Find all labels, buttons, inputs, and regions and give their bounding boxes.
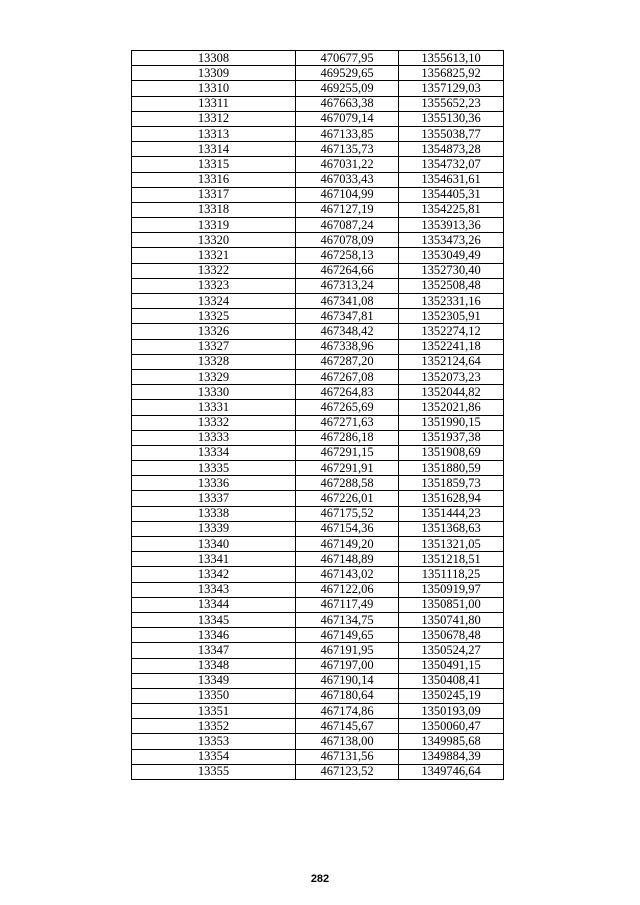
point-id-cell: 13321	[132, 248, 296, 263]
y-coordinate-cell: 1349985,68	[399, 734, 504, 749]
x-coordinate-cell: 467291,91	[296, 461, 399, 476]
table-row	[132, 612, 504, 627]
table-row	[132, 552, 504, 567]
y-coordinate-cell: 1351859,73	[399, 476, 504, 491]
point-id-cell: 13352	[132, 719, 296, 734]
x-coordinate-cell: 467087,24	[296, 218, 399, 233]
y-coordinate-cell: 1350678,48	[399, 628, 504, 643]
x-coordinate-cell: 467663,38	[296, 96, 399, 111]
point-id-cell: 13322	[132, 263, 296, 278]
point-id-cell: 13345	[132, 612, 296, 627]
y-coordinate-cell: 1349746,64	[399, 764, 504, 779]
table-row	[132, 476, 504, 491]
y-coordinate-cell: 1350245,19	[399, 688, 504, 703]
coordinates-table-body	[132, 51, 504, 780]
x-coordinate-cell: 467288,58	[296, 476, 399, 491]
table-row	[132, 218, 504, 233]
point-id-cell: 13337	[132, 491, 296, 506]
x-coordinate-cell: 467133,85	[296, 126, 399, 141]
table-row	[132, 461, 504, 476]
point-id-cell: 13355	[132, 764, 296, 779]
y-coordinate-cell: 1353473,26	[399, 233, 504, 248]
y-coordinate-cell: 1352073,23	[399, 369, 504, 384]
y-coordinate-cell: 1351218,51	[399, 552, 504, 567]
x-coordinate-cell: 467174,86	[296, 704, 399, 719]
table-row	[132, 66, 504, 81]
x-coordinate-cell: 467143,02	[296, 567, 399, 582]
table-row	[132, 673, 504, 688]
y-coordinate-cell: 1351368,63	[399, 521, 504, 536]
point-id-cell: 13319	[132, 218, 296, 233]
x-coordinate-cell: 467313,24	[296, 278, 399, 293]
point-id-cell: 13316	[132, 172, 296, 187]
point-id-cell: 13326	[132, 324, 296, 339]
x-coordinate-cell: 467033,43	[296, 172, 399, 187]
table-row	[132, 324, 504, 339]
point-id-cell: 13331	[132, 400, 296, 415]
point-id-cell: 13312	[132, 111, 296, 126]
point-id-cell: 13343	[132, 582, 296, 597]
point-id-cell: 13320	[132, 233, 296, 248]
table-row	[132, 506, 504, 521]
table-row	[132, 537, 504, 552]
x-coordinate-cell: 470677,95	[296, 51, 399, 66]
point-id-cell: 13313	[132, 126, 296, 141]
y-coordinate-cell: 1352331,16	[399, 294, 504, 309]
table-row	[132, 521, 504, 536]
x-coordinate-cell: 467134,75	[296, 612, 399, 627]
point-id-cell: 13342	[132, 567, 296, 582]
table-row	[132, 385, 504, 400]
y-coordinate-cell: 1355613,10	[399, 51, 504, 66]
table-row	[132, 51, 504, 66]
x-coordinate-cell: 467264,66	[296, 263, 399, 278]
table-row	[132, 278, 504, 293]
table-row	[132, 628, 504, 643]
table-row	[132, 597, 504, 612]
x-coordinate-cell: 467341,08	[296, 294, 399, 309]
point-id-cell: 13336	[132, 476, 296, 491]
point-id-cell: 13332	[132, 415, 296, 430]
coordinates-table	[131, 50, 504, 780]
table-row	[132, 248, 504, 263]
x-coordinate-cell: 469529,65	[296, 66, 399, 81]
point-id-cell: 13340	[132, 537, 296, 552]
x-coordinate-cell: 467191,95	[296, 643, 399, 658]
point-id-cell: 13329	[132, 369, 296, 384]
point-id-cell: 13351	[132, 704, 296, 719]
table-row	[132, 749, 504, 764]
y-coordinate-cell: 1354631,61	[399, 172, 504, 187]
x-coordinate-cell: 467180,64	[296, 688, 399, 703]
x-coordinate-cell: 467347,81	[296, 309, 399, 324]
point-id-cell: 13353	[132, 734, 296, 749]
table-row	[132, 142, 504, 157]
x-coordinate-cell: 467154,36	[296, 521, 399, 536]
y-coordinate-cell: 1350408,41	[399, 673, 504, 688]
y-coordinate-cell: 1350741,80	[399, 612, 504, 627]
page-number: 282	[310, 873, 330, 885]
point-id-cell: 13308	[132, 51, 296, 66]
y-coordinate-cell: 1352274,12	[399, 324, 504, 339]
point-id-cell: 13338	[132, 506, 296, 521]
table-row	[132, 202, 504, 217]
x-coordinate-cell: 467104,99	[296, 187, 399, 202]
table-row	[132, 157, 504, 172]
x-coordinate-cell: 467264,83	[296, 385, 399, 400]
y-coordinate-cell: 1351880,59	[399, 461, 504, 476]
y-coordinate-cell: 1354732,07	[399, 157, 504, 172]
table-row	[132, 339, 504, 354]
y-coordinate-cell: 1350524,27	[399, 643, 504, 658]
x-coordinate-cell: 467148,89	[296, 552, 399, 567]
x-coordinate-cell: 467271,63	[296, 415, 399, 430]
x-coordinate-cell: 467135,73	[296, 142, 399, 157]
table-row	[132, 658, 504, 673]
y-coordinate-cell: 1354405,31	[399, 187, 504, 202]
y-coordinate-cell: 1352305,91	[399, 309, 504, 324]
table-row	[132, 688, 504, 703]
y-coordinate-cell: 1351628,94	[399, 491, 504, 506]
x-coordinate-cell: 467079,14	[296, 111, 399, 126]
point-id-cell: 13330	[132, 385, 296, 400]
y-coordinate-cell: 1355130,36	[399, 111, 504, 126]
x-coordinate-cell: 467267,08	[296, 369, 399, 384]
y-coordinate-cell: 1354225,81	[399, 202, 504, 217]
point-id-cell: 13327	[132, 339, 296, 354]
x-coordinate-cell: 467145,67	[296, 719, 399, 734]
y-coordinate-cell: 1351990,15	[399, 415, 504, 430]
y-coordinate-cell: 1352508,48	[399, 278, 504, 293]
x-coordinate-cell: 467031,22	[296, 157, 399, 172]
y-coordinate-cell: 1351321,05	[399, 537, 504, 552]
y-coordinate-cell: 1351908,69	[399, 445, 504, 460]
y-coordinate-cell: 1350060,47	[399, 719, 504, 734]
y-coordinate-cell: 1351444,23	[399, 506, 504, 521]
table-row	[132, 294, 504, 309]
y-coordinate-cell: 1352241,18	[399, 339, 504, 354]
table-row	[132, 81, 504, 96]
x-coordinate-cell: 467123,52	[296, 764, 399, 779]
point-id-cell: 13346	[132, 628, 296, 643]
table-row	[132, 233, 504, 248]
x-coordinate-cell: 467149,65	[296, 628, 399, 643]
point-id-cell: 13309	[132, 66, 296, 81]
table-row	[132, 734, 504, 749]
point-id-cell: 13333	[132, 430, 296, 445]
table-row	[132, 126, 504, 141]
point-id-cell: 13344	[132, 597, 296, 612]
y-coordinate-cell: 1356825,92	[399, 66, 504, 81]
point-id-cell: 13325	[132, 309, 296, 324]
table-row	[132, 704, 504, 719]
x-coordinate-cell: 467265,69	[296, 400, 399, 415]
table-row	[132, 643, 504, 658]
point-id-cell: 13349	[132, 673, 296, 688]
table-row	[132, 96, 504, 111]
table-row	[132, 445, 504, 460]
table-row	[132, 764, 504, 779]
table-row	[132, 309, 504, 324]
point-id-cell: 13314	[132, 142, 296, 157]
point-id-cell: 13310	[132, 81, 296, 96]
y-coordinate-cell: 1353049,49	[399, 248, 504, 263]
table-row	[132, 582, 504, 597]
point-id-cell: 13348	[132, 658, 296, 673]
y-coordinate-cell: 1352044,82	[399, 385, 504, 400]
point-id-cell: 13335	[132, 461, 296, 476]
point-id-cell: 13318	[132, 202, 296, 217]
y-coordinate-cell: 1354873,28	[399, 142, 504, 157]
point-id-cell: 13324	[132, 294, 296, 309]
x-coordinate-cell: 467138,00	[296, 734, 399, 749]
x-coordinate-cell: 467258,13	[296, 248, 399, 263]
x-coordinate-cell: 467122,06	[296, 582, 399, 597]
y-coordinate-cell: 1355652,23	[399, 96, 504, 111]
x-coordinate-cell: 467149,20	[296, 537, 399, 552]
point-id-cell: 13311	[132, 96, 296, 111]
y-coordinate-cell: 1351937,38	[399, 430, 504, 445]
y-coordinate-cell: 1351118,25	[399, 567, 504, 582]
point-id-cell: 13323	[132, 278, 296, 293]
table-row	[132, 719, 504, 734]
point-id-cell: 13328	[132, 354, 296, 369]
x-coordinate-cell: 467291,15	[296, 445, 399, 460]
point-id-cell: 13317	[132, 187, 296, 202]
x-coordinate-cell: 467117,49	[296, 597, 399, 612]
table-row	[132, 354, 504, 369]
y-coordinate-cell: 1355038,77	[399, 126, 504, 141]
table-row	[132, 491, 504, 506]
table-row	[132, 415, 504, 430]
point-id-cell: 13339	[132, 521, 296, 536]
y-coordinate-cell: 1357129,03	[399, 81, 504, 96]
table-row	[132, 187, 504, 202]
y-coordinate-cell: 1352730,40	[399, 263, 504, 278]
point-id-cell: 13334	[132, 445, 296, 460]
point-id-cell: 13350	[132, 688, 296, 703]
x-coordinate-cell: 467197,00	[296, 658, 399, 673]
x-coordinate-cell: 467348,42	[296, 324, 399, 339]
y-coordinate-cell: 1350193,09	[399, 704, 504, 719]
y-coordinate-cell: 1350851,00	[399, 597, 504, 612]
point-id-cell: 13354	[132, 749, 296, 764]
x-coordinate-cell: 467127,19	[296, 202, 399, 217]
point-id-cell: 13341	[132, 552, 296, 567]
table-row	[132, 111, 504, 126]
y-coordinate-cell: 1350919,97	[399, 582, 504, 597]
table-row	[132, 400, 504, 415]
y-coordinate-cell: 1353913,36	[399, 218, 504, 233]
x-coordinate-cell: 467131,56	[296, 749, 399, 764]
x-coordinate-cell: 467078,09	[296, 233, 399, 248]
table-row	[132, 567, 504, 582]
table-row	[132, 369, 504, 384]
x-coordinate-cell: 467338,96	[296, 339, 399, 354]
x-coordinate-cell: 467287,20	[296, 354, 399, 369]
x-coordinate-cell: 467286,18	[296, 430, 399, 445]
x-coordinate-cell: 469255,09	[296, 81, 399, 96]
point-id-cell: 13315	[132, 157, 296, 172]
y-coordinate-cell: 1349884,39	[399, 749, 504, 764]
table-row	[132, 172, 504, 187]
x-coordinate-cell: 467190,14	[296, 673, 399, 688]
x-coordinate-cell: 467175,52	[296, 506, 399, 521]
y-coordinate-cell: 1350491,15	[399, 658, 504, 673]
table-row	[132, 430, 504, 445]
table-row	[132, 263, 504, 278]
y-coordinate-cell: 1352124,64	[399, 354, 504, 369]
y-coordinate-cell: 1352021,86	[399, 400, 504, 415]
x-coordinate-cell: 467226,01	[296, 491, 399, 506]
point-id-cell: 13347	[132, 643, 296, 658]
